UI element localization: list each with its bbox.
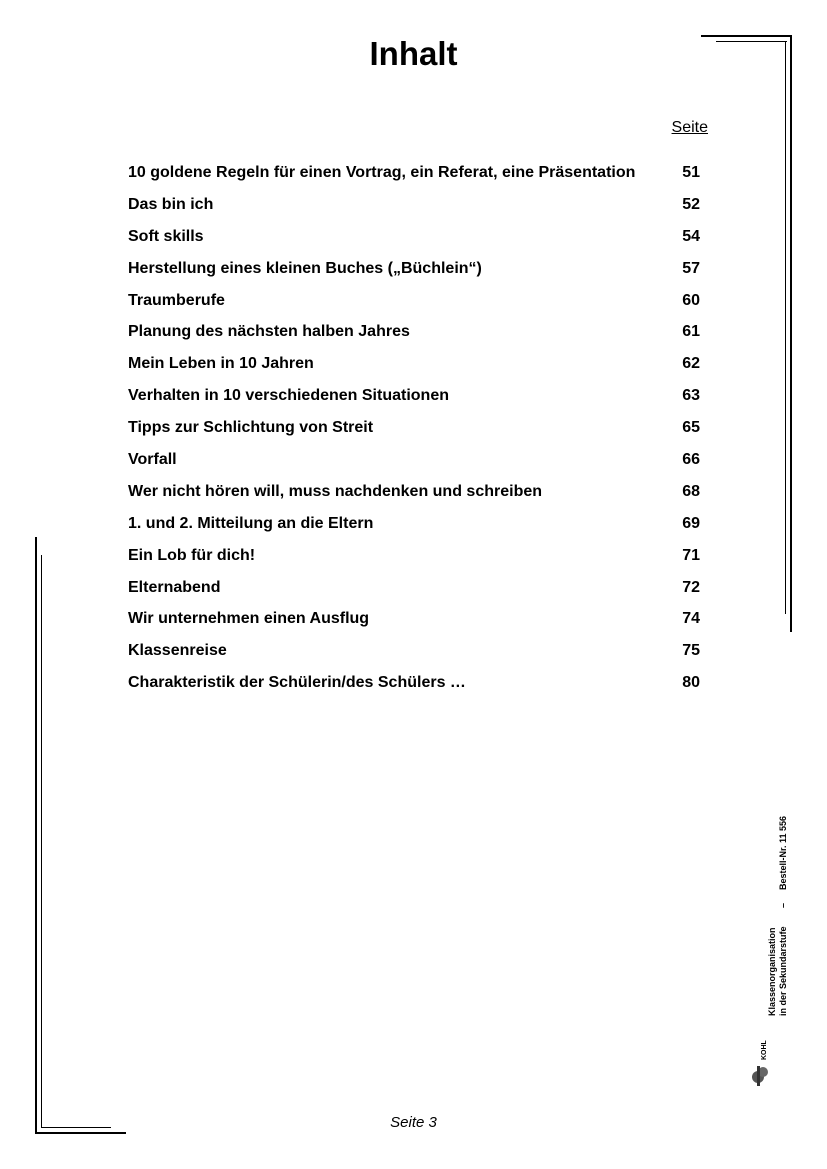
toc-entry[interactable]: [128, 354, 700, 386]
frame-top-line-inner: [716, 41, 787, 42]
toc-entry-page: 75: [682, 642, 700, 660]
toc-entry[interactable]: [128, 514, 700, 546]
toc-entry[interactable]: [128, 322, 700, 354]
toc-entry-title: Vorfall: [128, 451, 177, 469]
toc-entry-title: Mein Leben in 10 Jahren: [128, 355, 314, 373]
table-of-contents: [128, 163, 700, 705]
publisher-logo: [748, 1022, 794, 1088]
toc-entry-page: 51: [682, 164, 700, 181]
toc-entry-page: 61: [682, 323, 700, 341]
toc-entry-page: 62: [682, 355, 700, 373]
toc-entry-page: 57: [682, 259, 700, 277]
page-title: Inhalt: [369, 35, 458, 72]
toc-entry[interactable]: [128, 482, 700, 514]
toc-entry[interactable]: [128, 450, 700, 482]
toc-entry-title: Elternabend: [128, 578, 221, 596]
toc-entry-title: Wir unternehmen einen Ausflug: [128, 610, 370, 628]
toc-entry[interactable]: [128, 163, 700, 195]
toc-entry-title: Traumberufe: [128, 291, 225, 309]
toc-entry[interactable]: [128, 609, 700, 641]
toc-entry-title: Klassenreise: [128, 642, 227, 660]
toc-entry-page: 66: [682, 451, 700, 469]
toc-entry-title: 1. und 2. Mitteilung an die Eltern: [128, 514, 374, 532]
toc-entry-page: 52: [682, 195, 700, 213]
frame-top-line-outer: [701, 35, 792, 37]
toc-entry-title: Wer nicht hören will, muss nachdenken und schreiben: [128, 482, 543, 500]
toc-entry-page: 63: [682, 387, 700, 405]
toc-entry[interactable]: [128, 291, 700, 323]
order-number: Bestell-Nr. 11 556: [778, 815, 788, 890]
toc-entry-title: Tipps zur Schlichtung von Streit: [128, 419, 374, 437]
toc-entry-page: 74: [682, 610, 700, 628]
toc-entry-title: Das bin ich: [128, 195, 214, 213]
frame-right-line-inner: [785, 41, 786, 614]
toc-entry-title: Soft skills: [128, 227, 204, 245]
toc-entry-page: 80: [682, 674, 700, 692]
toc-entry-title: Ein Lob für dich!: [128, 546, 256, 564]
toc-entry[interactable]: [128, 673, 700, 705]
publisher-logo-text: KOHL: [761, 1040, 768, 1060]
toc-entry[interactable]: [128, 195, 700, 227]
toc-entry[interactable]: [128, 578, 700, 610]
page-footer: Seite 3: [390, 1114, 437, 1131]
toc-entry-page: 65: [682, 419, 700, 437]
tree-logo-icon: [748, 1022, 794, 1088]
frame-left-line-outer: [35, 537, 37, 1134]
toc-entry[interactable]: [128, 227, 700, 259]
product-title-line1: Klassenorganisation: [767, 927, 777, 1016]
page-column-header: Seite: [671, 119, 708, 136]
toc-entry-page: 68: [682, 482, 700, 500]
toc-entry-page: 60: [682, 291, 700, 309]
toc-entry[interactable]: [128, 546, 700, 578]
toc-entry-page: 71: [682, 546, 700, 564]
toc-entry[interactable]: [128, 386, 700, 418]
toc-entry-title: Herstellung eines kleinen Buches („Büchlein“): [128, 259, 482, 277]
toc-entry-page: 72: [682, 578, 700, 596]
frame-left-line-inner: [41, 555, 42, 1128]
frame-right-line-outer: [790, 35, 792, 632]
product-title-line2: in der Sekundarstufe: [778, 926, 788, 1016]
toc-entry-page: 69: [682, 514, 700, 532]
separator-dash: –: [778, 902, 788, 908]
toc-entry[interactable]: [128, 259, 700, 291]
toc-entry-title: Verhalten in 10 verschiedenen Situationen: [128, 387, 449, 405]
toc-entry-page: 54: [682, 227, 700, 245]
toc-entry-title: Planung des nächsten halben Jahres: [128, 323, 410, 341]
toc-entry[interactable]: [128, 641, 700, 673]
toc-entry-title: 10 goldene Regeln für einen Vortrag, ein Referat, eine Präsentation: [128, 164, 636, 181]
toc-entry-title: Charakteristik der Schülerin/des Schülers …: [128, 674, 466, 692]
toc-entry[interactable]: [128, 418, 700, 450]
